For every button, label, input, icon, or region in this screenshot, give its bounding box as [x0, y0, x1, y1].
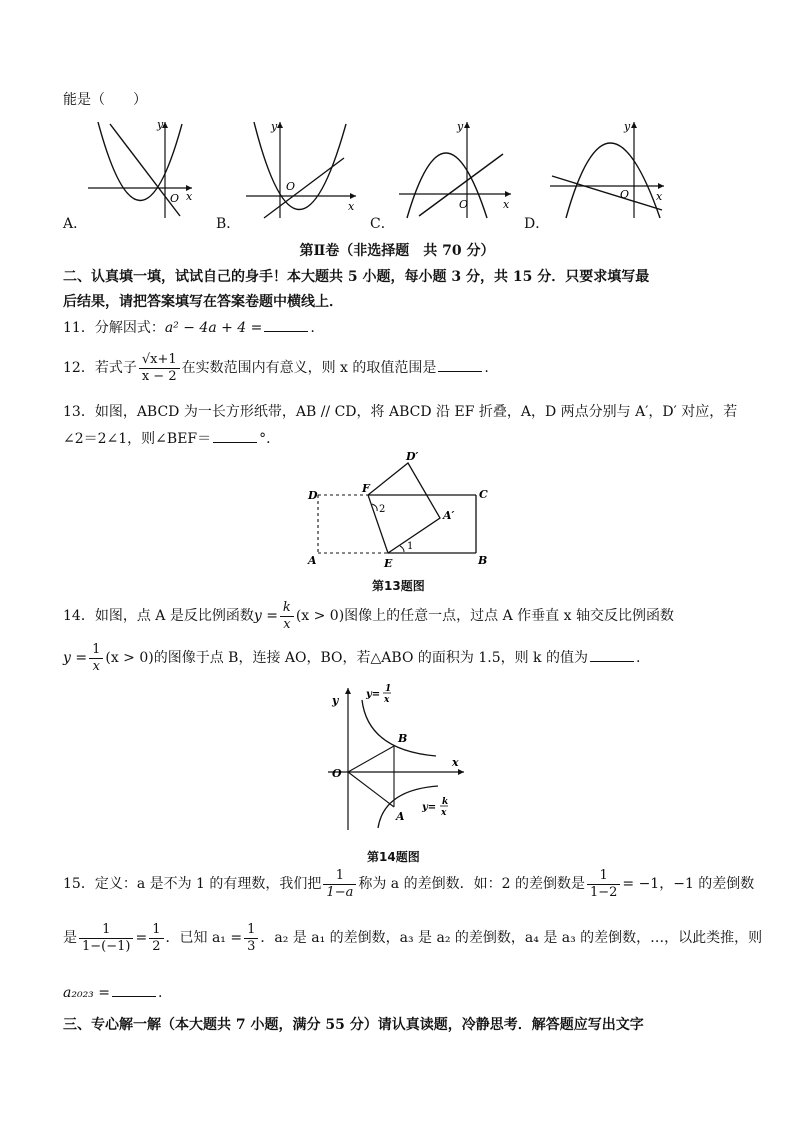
question-14-caption: 第14题图 — [367, 850, 420, 864]
svg-text:y: y — [457, 120, 464, 133]
question-13-line2: ∠2＝2∠1，则∠BEF＝ °． — [63, 428, 280, 449]
svg-text:A′: A′ — [443, 509, 455, 522]
question-15-line2: 是 $\frac{1}{1-(-1)}$ = $\frac{1}{2}$ ．已知 a₁ = $\frac{1}{3}$ ．a₂ 是 a₁ 的差倒数，a₃ 是 a₂ 的差倒数，a₄ 是 a₃ 的差倒数，…，以此类推，则 — [63, 921, 763, 954]
svg-text:A: A — [396, 810, 405, 823]
svg-text:x: x — [384, 695, 390, 705]
section2-instructions-line2: 后结果，请把答案填写在答案卷题中横线上． — [63, 294, 343, 310]
svg-text:A: A — [308, 554, 317, 567]
answer-blank[interactable] — [112, 982, 156, 997]
origin-label: O — [170, 192, 180, 205]
svg-text:x: x — [452, 756, 459, 769]
option-a-label: A． — [63, 216, 88, 232]
answer-blank[interactable] — [438, 357, 482, 372]
axis-y-label: y — [157, 118, 164, 131]
question-stem-continuation: 能是（ ） — [63, 92, 147, 108]
part2-title: 第Ⅱ卷（非选择题 共 70 分） — [299, 243, 495, 259]
svg-text:O: O — [620, 188, 630, 201]
question-13-caption: 第13题图 — [372, 579, 425, 593]
question-14-figure — [326, 680, 476, 840]
svg-text:y: y — [271, 120, 278, 133]
svg-text:y: y — [624, 120, 631, 133]
svg-text:k: k — [442, 797, 449, 807]
svg-text:B: B — [398, 732, 408, 745]
question-13-figure — [300, 448, 500, 572]
svg-text:x: x — [348, 200, 355, 213]
svg-text:1: 1 — [385, 684, 392, 694]
section2-instructions-line1: 二、认真填一填，试试自己的身手！本大题共 5 小题，每小题 3 分，共 15 分．只要求填写最 — [63, 269, 650, 285]
question-11: 11．分解因式：a² − 4a + 4 = . — [63, 317, 315, 338]
question-14-line1: 14．如图，点 A 是反比例函数y = $\frac{k}{x}$ (x > 0)图像上的任意一点，过点 A 作垂直 x 轴交反比例函数 — [63, 599, 674, 632]
option-d-graph — [548, 118, 668, 220]
svg-text:C: C — [479, 488, 488, 501]
svg-text:y=: y= — [366, 689, 381, 700]
svg-text:y: y — [332, 694, 339, 707]
question-13-line1: 13．如图，ABCD 为一长方形纸带，AB // CD，将 ABCD 沿 EF 折叠，A，D 两点分别与 A′，D′ 对应，若 — [63, 404, 738, 420]
question-14-line2: y = $\frac{1}{x}$ (x > 0)的图像于点 B，连接 AO，BO，若△ABO 的面积为 1.5，则 k 的值为 . — [63, 641, 641, 674]
svg-text:O: O — [459, 198, 469, 211]
option-b-label: B． — [216, 216, 241, 232]
question-15-line1: 15．定义：a 是不为 1 的有理数，我们把 $\frac{1}{1-a}$ 称为 a 的差倒数．如：2 的差倒数是 $\frac{1}{1-2}$ = −1，−1 的差倒数 — [63, 867, 755, 900]
svg-text:D: D — [308, 489, 318, 502]
svg-text:F: F — [362, 482, 370, 495]
svg-text:1: 1 — [407, 541, 414, 552]
answer-blank[interactable] — [590, 647, 634, 662]
option-c-graph — [395, 118, 515, 220]
svg-text:O: O — [286, 180, 296, 193]
svg-text:2: 2 — [379, 504, 386, 515]
svg-text:x: x — [656, 190, 663, 203]
option-b-graph — [240, 118, 360, 220]
svg-text:x: x — [503, 198, 510, 211]
question-15-line3: a₂₀₂₃ = . — [63, 982, 162, 1003]
answer-blank[interactable] — [213, 428, 257, 443]
svg-text:O: O — [332, 767, 342, 780]
svg-text:B: B — [478, 554, 488, 567]
option-d-label: D． — [524, 216, 550, 232]
axis-x-label: x — [186, 190, 193, 203]
option-a-graph — [80, 118, 200, 220]
section3-instructions-line1: 三、专心解一解（本大题共 7 小题，满分 55 分）请认真读题，冷静思考．解答题应写出文字 — [63, 1017, 644, 1033]
svg-text:y=: y= — [422, 802, 437, 813]
svg-text:E: E — [384, 557, 393, 570]
svg-text:D′: D′ — [406, 450, 419, 463]
option-c-label: C． — [370, 216, 395, 232]
answer-blank[interactable] — [264, 317, 308, 332]
question-12: 12．若式子 $\frac{√x+1}{x - 2}$ 在实数范围内有意义，则 x 的取值范围是 . — [63, 351, 489, 384]
svg-text:x: x — [441, 808, 447, 818]
